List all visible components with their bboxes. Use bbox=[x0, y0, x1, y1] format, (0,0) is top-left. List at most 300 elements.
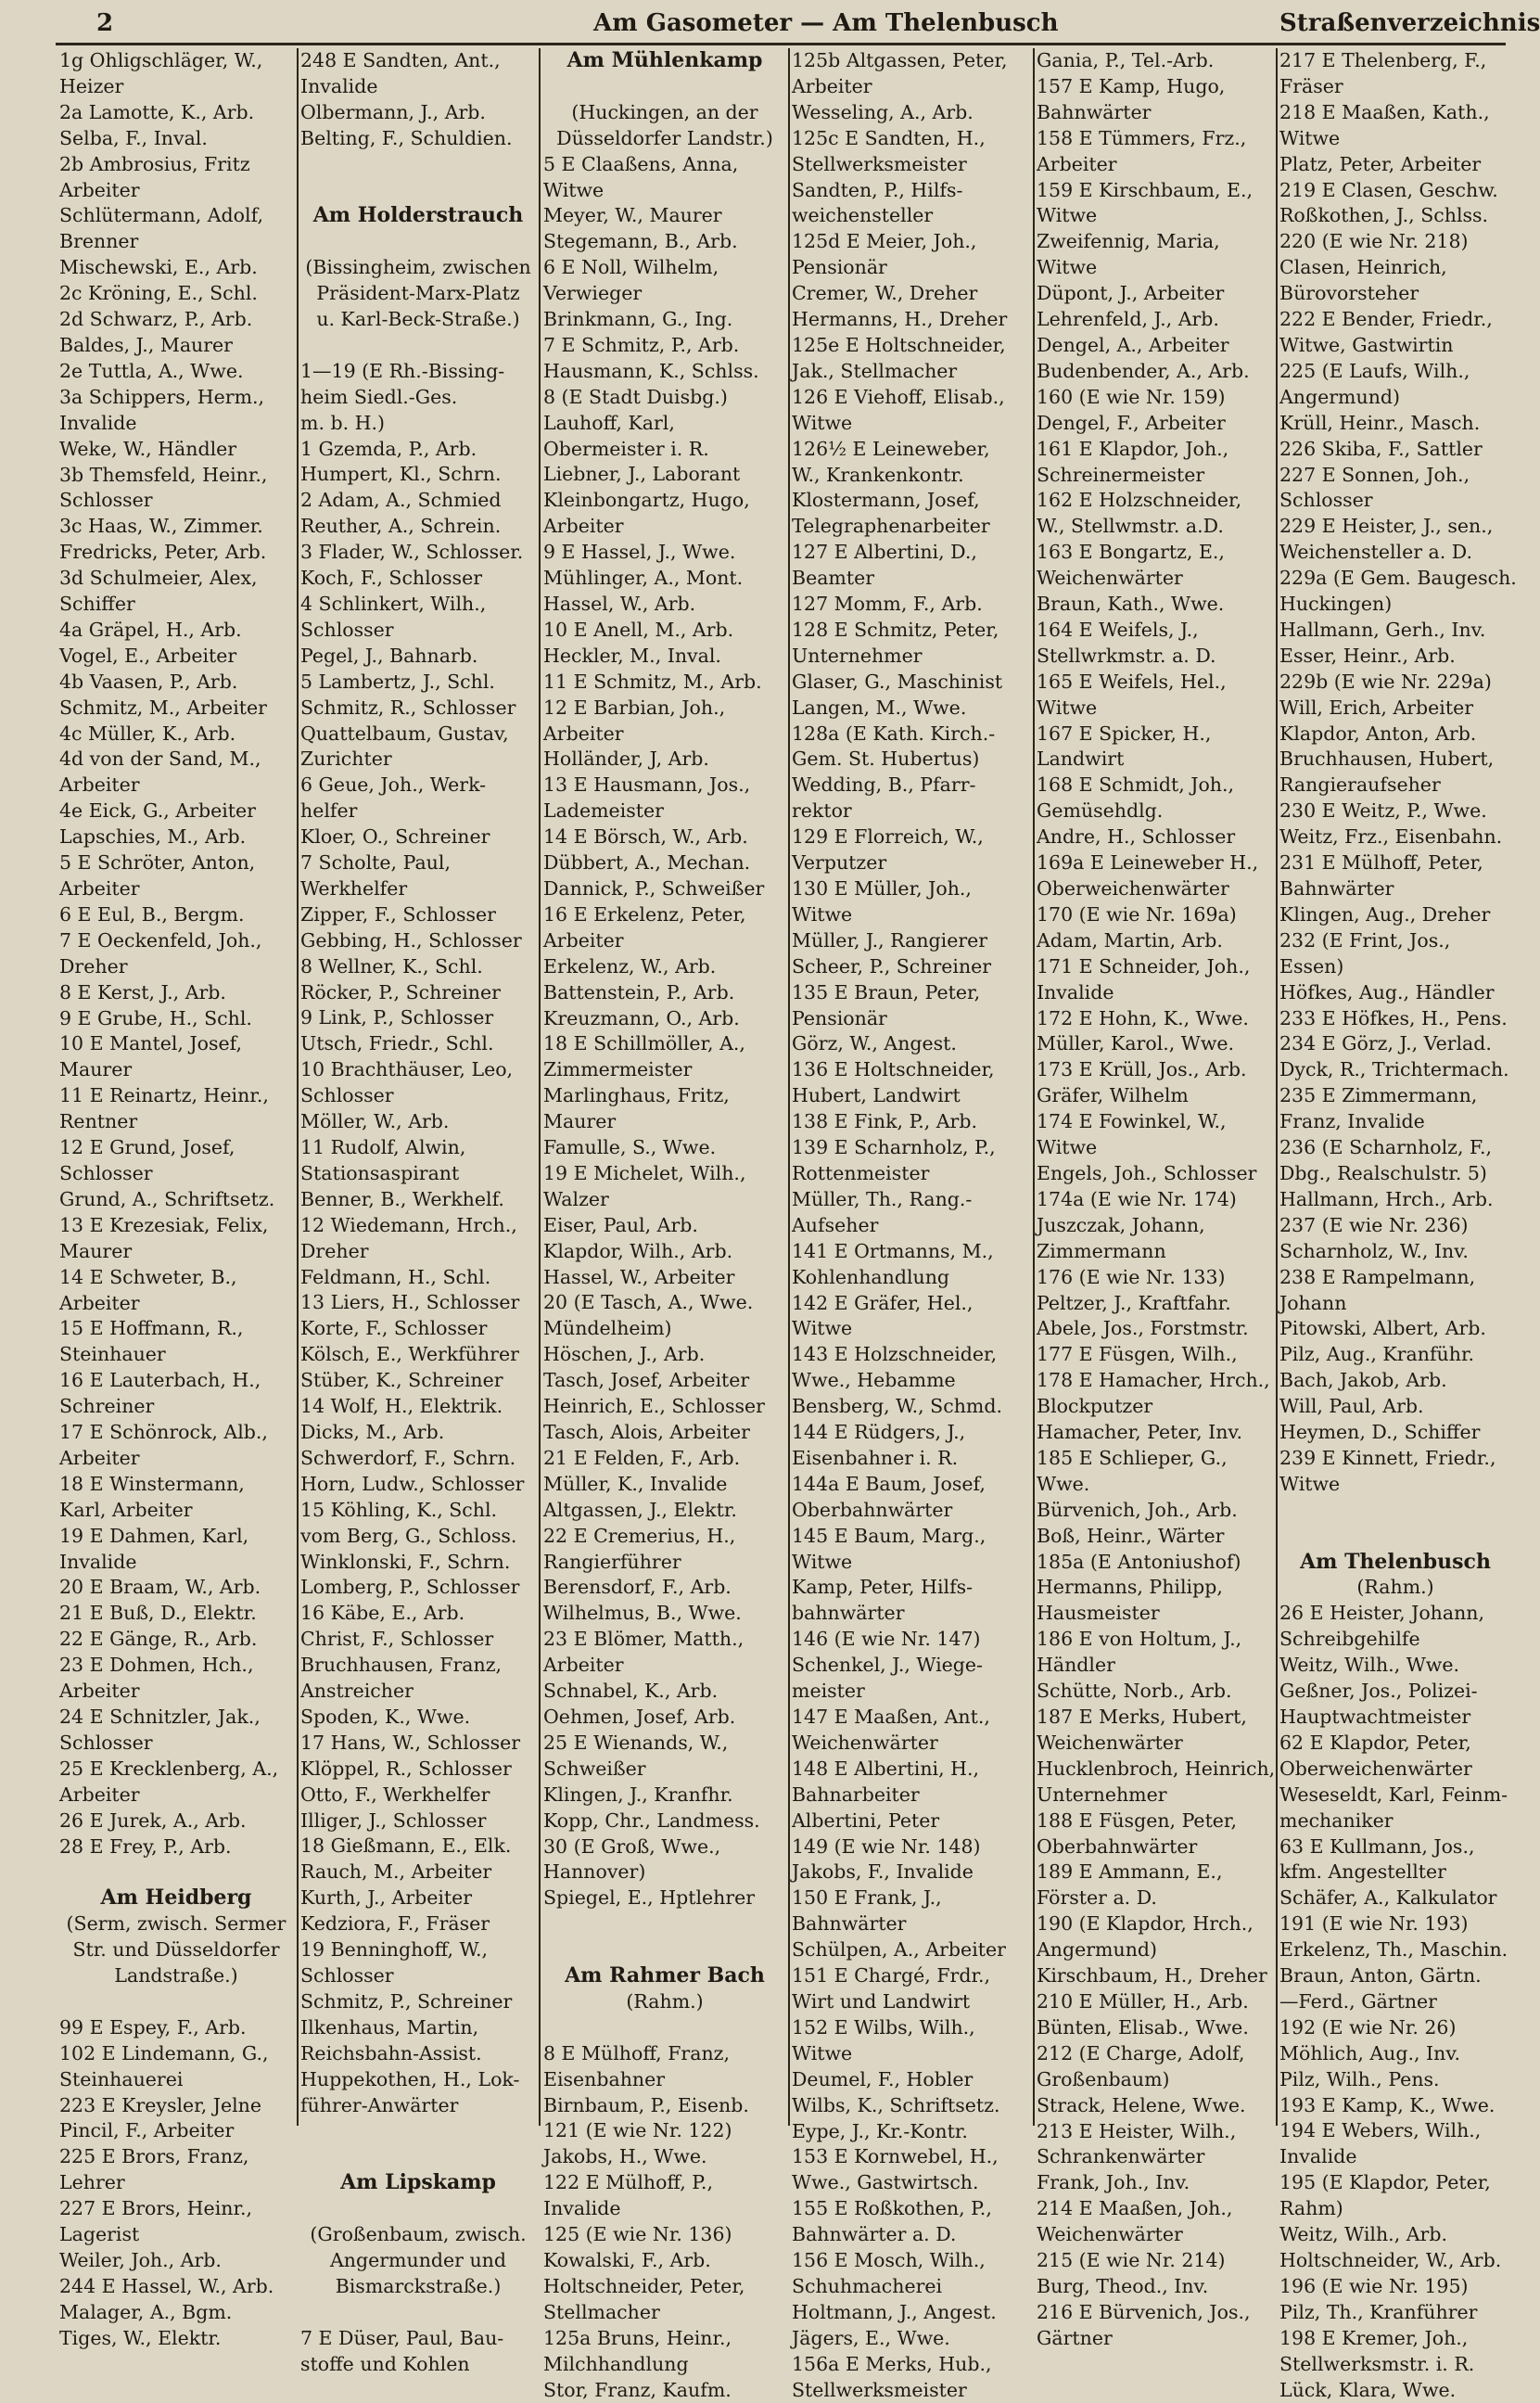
directory-entry: 28 E Frey, P., Arb. bbox=[59, 1834, 293, 1860]
directory-entry: Spiegel, E., Hptlehrer bbox=[543, 1885, 786, 1911]
directory-entry: Hauptwachtmeister bbox=[1279, 1705, 1511, 1731]
directory-entry: Malager, A., Bgm. bbox=[59, 2300, 293, 2326]
directory-entry: Bruchhausen, Franz, bbox=[300, 1653, 536, 1679]
directory-entry: Dicks, M., Arb. bbox=[300, 1420, 536, 1446]
directory-entry: Weiler, Joh., Arb. bbox=[59, 2248, 293, 2274]
directory-entry: Kloer, O., Schreiner bbox=[300, 824, 536, 850]
directory-entry: Pilz, Wilh., Pens. bbox=[1279, 2067, 1511, 2093]
directory-entry: 18 E Schillmöller, A., bbox=[543, 1031, 786, 1057]
street-location: (Huckingen, an der bbox=[543, 100, 786, 126]
directory-entry: Liebner, J., Laborant bbox=[543, 462, 786, 488]
directory-entry: Steinhauerei bbox=[59, 2067, 293, 2093]
directory-entry: 235 E Zimmermann, bbox=[1279, 1083, 1511, 1109]
directory-entry: 195 (E Klapdor, Peter, bbox=[1279, 2170, 1511, 2196]
directory-entry: 227 E Brors, Heinr., bbox=[59, 2196, 293, 2222]
directory-entry: 174 E Fowinkel, W., bbox=[1037, 1109, 1274, 1135]
directory-entry: 14 Wolf, H., Elektrik. bbox=[300, 1394, 536, 1420]
directory-entry: 188 E Füsgen, Peter, bbox=[1037, 1809, 1274, 1834]
directory-entry: 4 Schlinkert, Wilh., bbox=[300, 592, 536, 618]
directory-entry: 142 E Gräfer, Hel., bbox=[792, 1291, 1033, 1317]
directory-entry: 144a E Baum, Josef, bbox=[792, 1472, 1033, 1498]
directory-entry: Braun, Kath., Wwe. bbox=[1037, 592, 1274, 618]
directory-entry: 227 E Sonnen, Joh., bbox=[1279, 463, 1511, 489]
directory-entry: Tiges, W., Elektr. bbox=[59, 2326, 293, 2352]
directory-entry: 125c E Sandten, H., bbox=[792, 126, 1033, 152]
directory-entry: Stellwerksmeister bbox=[792, 152, 1033, 178]
directory-entry: 8 E Kerst, J., Arb. bbox=[59, 980, 293, 1006]
directory-entry: Budenbender, A., Arb. bbox=[1037, 359, 1274, 385]
directory-entry: 210 E Müller, H., Arb. bbox=[1037, 1989, 1274, 2015]
directory-entry: 146 (E wie Nr. 147) bbox=[792, 1627, 1033, 1653]
directory-entry: Reichsbahn-Assist. bbox=[300, 2041, 536, 2067]
directory-entry: 192 (E wie Nr. 26) bbox=[1279, 2015, 1511, 2041]
directory-entry: 187 E Merks, Hubert, bbox=[1037, 1705, 1274, 1731]
directory-entry: 217 E Thelenberg, F., bbox=[1279, 48, 1511, 74]
spacer bbox=[59, 1989, 293, 2015]
street-location: Str. und Düsseldorfer bbox=[59, 1937, 293, 1963]
directory-entry: 167 E Spicker, H., bbox=[1037, 722, 1274, 748]
directory-entry: 156 E Mosch, Wilh., bbox=[792, 2248, 1033, 2274]
directory-entry: Aufseher bbox=[792, 1213, 1033, 1239]
directory-entry: Peltzer, J., Kraftfahr. bbox=[1037, 1291, 1274, 1317]
directory-entry: Witwe bbox=[1037, 696, 1274, 722]
directory-entry: Arbeiter bbox=[59, 1446, 293, 1472]
street-location: (Bissingheim, zwischen bbox=[300, 255, 536, 281]
directory-entry: 229a (E Gem. Baugesch. bbox=[1279, 566, 1511, 592]
directory-entry: Jakobs, F., Invalide bbox=[792, 1860, 1033, 1885]
directory-entry: 229 E Heister, J., sen., bbox=[1279, 514, 1511, 540]
directory-entry: Pilz, Th., Kranführer bbox=[1279, 2300, 1511, 2326]
directory-entry: Will, Erich, Arbeiter bbox=[1279, 696, 1511, 722]
directory-entry: Pensionär bbox=[792, 1006, 1033, 1032]
directory-entry: 152 E Wilbs, Wilh., bbox=[792, 2015, 1033, 2041]
directory-entry: 231 E Mülhoff, Peter, bbox=[1279, 850, 1511, 876]
directory-entry: Adam, Martin, Arb. bbox=[1037, 928, 1274, 954]
directory-entry: Schmitz, R., Schlosser bbox=[300, 696, 536, 722]
directory-entry: Steinhauer bbox=[59, 1342, 293, 1368]
directory-entry: 218 E Maaßen, Kath., bbox=[1279, 100, 1511, 126]
directory-entry: Schuhmacherei bbox=[792, 2274, 1033, 2300]
directory-entry: Fräser bbox=[1279, 74, 1511, 100]
directory-entry: Hermanns, Philipp, bbox=[1037, 1575, 1274, 1601]
directory-entry: Hassel, W., Arb. bbox=[543, 592, 786, 618]
directory-entry: 3b Themsfeld, Heinr., bbox=[59, 463, 293, 489]
directory-entry: Brinkmann, G., Ing. bbox=[543, 307, 786, 333]
directory-entry: Winklonski, F., Schrn. bbox=[300, 1550, 536, 1576]
directory-entry: Kowalski, F., Arb. bbox=[543, 2248, 786, 2274]
directory-entry: 22 E Cremerius, H., bbox=[543, 1524, 786, 1550]
spacer bbox=[543, 1911, 786, 1937]
directory-entry: Birnbaum, P., Eisenb. bbox=[543, 2093, 786, 2119]
directory-entry: 163 E Bongartz, E., bbox=[1037, 540, 1274, 566]
directory-entry: Essen) bbox=[1279, 954, 1511, 980]
column-3 bbox=[543, 48, 786, 2126]
directory-entry: Brenner bbox=[59, 229, 293, 255]
directory-entry: Johann bbox=[1279, 1291, 1511, 1317]
directory-entry: Arbeiter bbox=[59, 1291, 293, 1317]
directory-entry: 9 Link, P., Schlosser bbox=[300, 1005, 536, 1031]
directory-entry: Scharnholz, W., Inv. bbox=[1279, 1239, 1511, 1265]
directory-entry: Milchhandlung bbox=[543, 2352, 786, 2378]
directory-entry: Bahnwärter bbox=[792, 1911, 1033, 1937]
directory-entry: 230 E Weitz, P., Wwe. bbox=[1279, 799, 1511, 824]
directory-entry: 173 E Krüll, Jos., Arb. bbox=[1037, 1057, 1274, 1083]
directory-entry: Klingen, Aug., Dreher bbox=[1279, 902, 1511, 928]
street-location: u. Karl-Beck-Straße.) bbox=[300, 307, 536, 333]
directory-entry: 223 E Kreysler, Jelne bbox=[59, 2093, 293, 2119]
street-location: Bismarckstraße.) bbox=[300, 2274, 536, 2300]
directory-entry: 161 E Klapdor, Joh., bbox=[1037, 437, 1274, 463]
directory-entry: Walzer bbox=[543, 1187, 786, 1213]
directory-entry: Dannick, P., Schweißer bbox=[543, 876, 786, 902]
directory-entry: 16 E Lauterbach, H., bbox=[59, 1368, 293, 1394]
directory-entry: 229b (E wie Nr. 229a) bbox=[1279, 670, 1511, 696]
directory-entry: Erkelenz, Th., Maschin. bbox=[1279, 1937, 1511, 1963]
directory-entry: 13 E Hausmann, Jos., bbox=[543, 773, 786, 799]
spacer bbox=[1279, 1498, 1511, 1524]
directory-entry: Cremer, W., Dreher bbox=[792, 281, 1033, 307]
spacer bbox=[59, 1860, 293, 1885]
directory-entry: Schreinermeister bbox=[1037, 463, 1274, 489]
directory-entry: Clasen, Heinrich, bbox=[1279, 255, 1511, 281]
directory-entry: 23 E Dohmen, Hch., bbox=[59, 1653, 293, 1679]
directory-entry: 185a (E Antoniushof) bbox=[1037, 1550, 1274, 1576]
directory-entry: Anstreicher bbox=[300, 1679, 536, 1705]
directory-entry: 11 E Schmitz, M., Arb. bbox=[543, 670, 786, 696]
directory-entry: Großenbaum) bbox=[1037, 2067, 1274, 2093]
directory-entry: Maurer bbox=[59, 1239, 293, 1265]
directory-entry: 196 (E wie Nr. 195) bbox=[1279, 2274, 1511, 2300]
directory-entry: 160 (E wie Nr. 159) bbox=[1037, 385, 1274, 411]
directory-entry: Arbeiter bbox=[792, 74, 1033, 100]
directory-entry: 26 E Heister, Johann, bbox=[1279, 1601, 1511, 1627]
directory-entry: Heizer bbox=[59, 74, 293, 100]
directory-entry: Unternehmer bbox=[792, 644, 1033, 670]
directory-entry: Lagerist bbox=[59, 2222, 293, 2248]
directory-entry: Scheer, P., Schreiner bbox=[792, 954, 1033, 980]
directory-entry: 145 E Baum, Marg., bbox=[792, 1524, 1033, 1550]
directory-entry: Wilhelmus, B., Wwe. bbox=[543, 1601, 786, 1627]
directory-entry: 139 E Scharnholz, P., bbox=[792, 1135, 1033, 1161]
directory-entry: m. b. H.) bbox=[300, 411, 536, 437]
street-location: Landstraße.) bbox=[59, 1963, 293, 1989]
directory-entry: 127 Momm, F., Arb. bbox=[792, 592, 1033, 618]
directory-entry: Jak., Stellmacher bbox=[792, 359, 1033, 385]
directory-entry: Kurth, J., Arbeiter bbox=[300, 1885, 536, 1911]
directory-entry: Telegraphenarbeiter bbox=[792, 514, 1033, 540]
directory-entry: Invalide bbox=[543, 2196, 786, 2222]
directory-entry: 21 E Felden, F., Arb. bbox=[543, 1446, 786, 1472]
directory-entry: 168 E Schmidt, Joh., bbox=[1037, 773, 1274, 799]
directory-entry: Schenkel, J., Wiege- bbox=[792, 1653, 1033, 1679]
directory-entry: Lapschies, M., Arb. bbox=[59, 824, 293, 850]
directory-entry: Will, Paul, Arb. bbox=[1279, 1394, 1511, 1420]
directory-entry: 126½ E Leineweber, bbox=[792, 437, 1033, 463]
column-2 bbox=[300, 48, 536, 2126]
directory-entry: Otto, F., Werkhelfer bbox=[300, 1783, 536, 1809]
spacer bbox=[300, 152, 536, 178]
directory-entry: Hausmeister bbox=[1037, 1601, 1274, 1627]
directory-entry: 15 Köhling, K., Schl. bbox=[300, 1498, 536, 1524]
directory-entry: 226 Skiba, F., Sattler bbox=[1279, 437, 1511, 463]
directory-entry: Battenstein, P., Arb. bbox=[543, 980, 786, 1006]
directory-entry: 4a Gräpel, H., Arb. bbox=[59, 618, 293, 644]
directory-entry: Schrankenwärter bbox=[1037, 2144, 1274, 2170]
directory-entry: Gärtner bbox=[1037, 2326, 1274, 2352]
directory-entry: 237 (E wie Nr. 236) bbox=[1279, 1213, 1511, 1239]
directory-entry: 17 E Schönrock, Alb., bbox=[59, 1420, 293, 1446]
directory-entry: 22 E Gänge, R., Arb. bbox=[59, 1627, 293, 1653]
directory-entry: Ilkenhaus, Martin, bbox=[300, 2015, 536, 2041]
directory-entry: 6 E Noll, Wilhelm, bbox=[543, 255, 786, 281]
directory-entry: Benner, B., Werkhelf. bbox=[300, 1187, 536, 1213]
directory-entry: Stellwerksmstr. i. R. bbox=[1279, 2352, 1511, 2378]
directory-entry: Röcker, P., Schreiner bbox=[300, 980, 536, 1006]
directory-entry: 12 Wiedemann, Hrch., bbox=[300, 1213, 536, 1239]
directory-entry: 157 E Kamp, Hugo, bbox=[1037, 74, 1274, 100]
directory-entry: Wilbs, K., Schriftsetz. bbox=[792, 2093, 1033, 2119]
directory-entry: Rottenmeister bbox=[792, 1161, 1033, 1187]
directory-entry: 222 E Bender, Friedr., bbox=[1279, 307, 1511, 333]
directory-entry: 6 Geue, Joh., Werk- bbox=[300, 773, 536, 799]
directory-entry: Stellwrkmstr. a. D. bbox=[1037, 644, 1274, 670]
directory-entry: Korte, F., Schlosser bbox=[300, 1316, 536, 1342]
street-heading: Am Holderstrauch bbox=[300, 203, 536, 229]
directory-entry: Rentner bbox=[59, 1109, 293, 1135]
directory-entry: Mühlinger, A., Mont. bbox=[543, 566, 786, 592]
directory-entry: Oberweichenwärter bbox=[1279, 1757, 1511, 1783]
directory-entry: Schwerdorf, F., Schrn. bbox=[300, 1446, 536, 1472]
directory-entry: 125d E Meier, Joh., bbox=[792, 229, 1033, 255]
directory-entry: Hucklenbroch, Heinrich, bbox=[1037, 1757, 1274, 1783]
directory-entry: Jakobs, H., Wwe. bbox=[543, 2144, 786, 2170]
directory-entry: Burg, Theod., Inv. bbox=[1037, 2274, 1274, 2300]
directory-entry: 185 E Schlieper, G., bbox=[1037, 1446, 1274, 1472]
directory-entry: 169a E Leineweber H., bbox=[1037, 850, 1274, 876]
directory-entry: Witwe, Gastwirtin bbox=[1279, 333, 1511, 359]
directory-entry: Hannover) bbox=[543, 1860, 786, 1885]
directory-entry: Holtschneider, Peter, bbox=[543, 2274, 786, 2300]
directory-entry: Zimmermeister bbox=[543, 1057, 786, 1083]
directory-entry: Bahnarbeiter bbox=[792, 1783, 1033, 1809]
directory-entry: Lauhoff, Karl, bbox=[543, 411, 786, 437]
directory-entry: Schlosser bbox=[59, 488, 293, 514]
directory-entry: Wwe., Hebamme bbox=[792, 1368, 1033, 1394]
directory-entry: Weichensteller a. D. bbox=[1279, 540, 1511, 566]
directory-entry: Witwe bbox=[792, 2041, 1033, 2067]
directory-entry: 162 E Holzschneider, bbox=[1037, 488, 1274, 514]
directory-entry: 2d Schwarz, P., Arb. bbox=[59, 307, 293, 333]
directory-entry: Stellmacher bbox=[543, 2300, 786, 2326]
directory-entry: Weseseldt, Karl, Feinm- bbox=[1279, 1783, 1511, 1809]
directory-entry: Albertini, Peter bbox=[792, 1809, 1033, 1834]
directory-entry: Hamacher, Peter, Inv. bbox=[1037, 1420, 1274, 1446]
directory-entry: Zweifennig, Maria, bbox=[1037, 229, 1274, 255]
directory-entry: Gemüsehdlg. bbox=[1037, 799, 1274, 824]
directory-entry: Witwe bbox=[1037, 203, 1274, 229]
directory-entry: 7 Scholte, Paul, bbox=[300, 850, 536, 876]
directory-entry: 8 E Mülhoff, Franz, bbox=[543, 2041, 786, 2067]
directory-entry: 19 E Michelet, Wilh., bbox=[543, 1161, 786, 1187]
section-title: Straßenverzeichnis bbox=[1279, 9, 1540, 46]
directory-entry: 3d Schulmeier, Alex, bbox=[59, 566, 293, 592]
directory-entry: Weichenwärter bbox=[1037, 1731, 1274, 1757]
directory-entry: 129 E Florreich, W., bbox=[792, 824, 1033, 850]
directory-entry: Bürvenich, Joh., Arb. bbox=[1037, 1498, 1274, 1524]
directory-entry: Wesseling, A., Arb. bbox=[792, 100, 1033, 126]
directory-entry: Engels, Joh., Schlosser bbox=[1037, 1161, 1274, 1187]
directory-entry: Oberbahnwärter bbox=[792, 1498, 1033, 1524]
directory-entry: 5 E Schröter, Anton, bbox=[59, 850, 293, 876]
directory-entry: Arbeiter bbox=[543, 1653, 786, 1679]
directory-entry: Eiser, Paul, Arb. bbox=[543, 1213, 786, 1239]
directory-entry: 30 (E Groß, Wwe., bbox=[543, 1834, 786, 1860]
directory-entry: Tasch, Josef, Arbeiter bbox=[543, 1368, 786, 1394]
directory-entry: Stellwerksmeister bbox=[792, 2378, 1033, 2403]
street-heading: Am Thelenbusch bbox=[1279, 1550, 1511, 1576]
street-heading: Am Mühlenkamp bbox=[543, 48, 786, 74]
directory-entry: 156a E Merks, Hub., bbox=[792, 2352, 1033, 2378]
directory-entry: 12 E Grund, Josef, bbox=[59, 1135, 293, 1161]
directory-entry: Witwe bbox=[792, 1550, 1033, 1576]
directory-entry: meister bbox=[792, 1679, 1033, 1705]
street-heading: Am Lipskamp bbox=[300, 2170, 536, 2196]
directory-entry: Bahnwärter a. D. bbox=[792, 2222, 1033, 2248]
directory-entry: 138 E Fink, P., Arb. bbox=[792, 1109, 1033, 1135]
directory-entry: 130 E Müller, Joh., bbox=[792, 876, 1033, 902]
directory-entry: Klingen, J., Kranfhr. bbox=[543, 1783, 786, 1809]
directory-entry: 189 E Ammann, E., bbox=[1037, 1860, 1274, 1885]
directory-entry: Höschen, J., Arb. bbox=[543, 1342, 786, 1368]
directory-entry: Dbg., Realschulstr. 5) bbox=[1279, 1161, 1511, 1187]
directory-entry: Holtmann, J., Angest. bbox=[792, 2300, 1033, 2326]
directory-entry: 126 E Viehoff, Elisab., bbox=[792, 385, 1033, 411]
directory-entry: Weichenwärter bbox=[1037, 566, 1274, 592]
directory-entry: Schmitz, P., Schreiner bbox=[300, 1989, 536, 2015]
directory-entry: weichensteller bbox=[792, 203, 1033, 229]
directory-entry: Pincil, F., Arbeiter bbox=[59, 2118, 293, 2144]
directory-entry: bahnwärter bbox=[792, 1601, 1033, 1627]
directory-entry: 8 (E Stadt Duisbg.) bbox=[543, 385, 786, 411]
directory-entry: Kirschbaum, H., Dreher bbox=[1037, 1963, 1274, 1989]
directory-entry: Wirt und Landwirt bbox=[792, 1989, 1033, 2015]
directory-entry: Schlosser bbox=[59, 1731, 293, 1757]
directory-entry: Heymen, D., Schiffer bbox=[1279, 1420, 1511, 1446]
directory-entry: 25 E Wienands, W., bbox=[543, 1731, 786, 1757]
directory-entry: Invalide bbox=[59, 1550, 293, 1576]
directory-entry: 215 (E wie Nr. 214) bbox=[1037, 2248, 1274, 2274]
directory-entry: Oberbahnwärter bbox=[1037, 1834, 1274, 1860]
directory-entry: Mischewski, E., Arb. bbox=[59, 255, 293, 281]
directory-entry: 8 Wellner, K., Schl. bbox=[300, 954, 536, 980]
directory-entry: 3a Schippers, Herm., bbox=[59, 385, 293, 411]
directory-entry: Arbeiter bbox=[59, 773, 293, 799]
spacer bbox=[300, 2144, 536, 2170]
directory-entry: Holtschneider, W., Arb. bbox=[1279, 2248, 1511, 2274]
directory-entry: Düpont, J., Arbeiter bbox=[1037, 281, 1274, 307]
directory-entry: Weichenwärter bbox=[792, 1731, 1033, 1757]
directory-entry: Arbeiter bbox=[59, 178, 293, 204]
directory-entry: Bahnwärter bbox=[1037, 100, 1274, 126]
directory-entry: 4b Vaasen, P., Arb. bbox=[59, 670, 293, 696]
directory-entry: Gräfer, Wilhelm bbox=[1037, 1083, 1274, 1109]
directory-entry: Dengel, A., Arbeiter bbox=[1037, 333, 1274, 359]
directory-entry: Schäfer, A., Kalkulator bbox=[1279, 1885, 1511, 1911]
directory-entry: Geßner, Jos., Polizei- bbox=[1279, 1679, 1511, 1705]
directory-entry: Esser, Heinr., Arb. bbox=[1279, 644, 1511, 670]
directory-entry: Müller, Th., Rang.- bbox=[792, 1187, 1033, 1213]
directory-entry: 125b Altgassen, Peter, bbox=[792, 48, 1033, 74]
directory-entry: Altgassen, J., Elektr. bbox=[543, 1498, 786, 1524]
column-4 bbox=[792, 48, 1033, 2126]
directory-entry: 198 E Kremer, Joh., bbox=[1279, 2326, 1511, 2352]
directory-entry: 178 E Hamacher, Hrch., bbox=[1037, 1368, 1274, 1394]
directory-entry: Quattelbaum, Gustav, bbox=[300, 722, 536, 748]
directory-entry: Krüll, Heinr., Masch. bbox=[1279, 411, 1511, 437]
directory-entry: Zurichter bbox=[300, 747, 536, 773]
directory-entry: —Ferd., Gärtner bbox=[1279, 1989, 1511, 2015]
directory-entry: 4c Müller, K., Arb. bbox=[59, 722, 293, 748]
directory-entry: Angermund) bbox=[1037, 1937, 1274, 1963]
directory-entry: Möhlich, Aug., Inv. bbox=[1279, 2041, 1511, 2067]
directory-entry: Verwieger bbox=[543, 281, 786, 307]
directory-entry: Landwirt bbox=[1037, 747, 1274, 773]
directory-entry: Reuther, A., Schrein. bbox=[300, 514, 536, 540]
directory-entry: 153 E Kornwebel, H., bbox=[792, 2144, 1033, 2170]
directory-entry: Platz, Peter, Arbeiter bbox=[1279, 152, 1511, 178]
directory-entry: 214 E Maaßen, Joh., bbox=[1037, 2196, 1274, 2222]
directory-entry: Bach, Jakob, Arb. bbox=[1279, 1368, 1511, 1394]
directory-entry: Pegel, J., Bahnarb. bbox=[300, 644, 536, 670]
directory-entry: 128a (E Kath. Kirch.- bbox=[792, 722, 1033, 748]
directory-entry: Arbeiter bbox=[59, 1783, 293, 1809]
directory-entry: 1 Gzemda, P., Arb. bbox=[300, 437, 536, 463]
directory-entry: 216 E Bürvenich, Jos., bbox=[1037, 2300, 1274, 2326]
directory-entry: Bünten, Elisab., Wwe. bbox=[1037, 2015, 1274, 2041]
directory-entry: Bruchhausen, Hubert, bbox=[1279, 747, 1511, 773]
directory-entry: 239 E Kinnett, Friedr., bbox=[1279, 1446, 1511, 1472]
directory-entry: 232 (E Frint, Jos., bbox=[1279, 928, 1511, 954]
street-location: Düsseldorfer Landstr.) bbox=[543, 126, 786, 152]
directory-entry: 11 Rudolf, Alwin, bbox=[300, 1135, 536, 1161]
directory-entry: Deumel, F., Hobler bbox=[792, 2067, 1033, 2093]
directory-entry: Olbermann, J., Arb. bbox=[300, 100, 536, 126]
directory-entry: W., Stellwmstr. a.D. bbox=[1037, 514, 1274, 540]
directory-entry: 233 E Höfkes, H., Pens. bbox=[1279, 1006, 1511, 1032]
directory-entry: 2e Tuttla, A., Wwe. bbox=[59, 359, 293, 385]
directory-entry: 23 E Blömer, Matth., bbox=[543, 1627, 786, 1653]
directory-entry: Heinrich, E., Schlosser bbox=[543, 1394, 786, 1420]
directory-entry: Lehrer bbox=[59, 2170, 293, 2196]
directory-entry: 158 E Tümmers, Frz., bbox=[1037, 126, 1274, 152]
street-heading: Am Heidberg bbox=[59, 1885, 293, 1911]
directory-entry: Beamter bbox=[792, 566, 1033, 592]
spacer bbox=[300, 333, 536, 359]
directory-entry: Lomberg, P., Schlosser bbox=[300, 1575, 536, 1601]
directory-entry: Boß, Heinr., Wärter bbox=[1037, 1524, 1274, 1550]
directory-entry: 19 E Dahmen, Karl, bbox=[59, 1524, 293, 1550]
directory-entry: Lück, Klara, Wwe. bbox=[1279, 2378, 1511, 2403]
directory-entry: 148 E Albertini, H., bbox=[792, 1757, 1033, 1783]
directory-entry: 18 E Winstermann, bbox=[59, 1472, 293, 1498]
directory-entry: Feldmann, H., Schl. bbox=[300, 1265, 536, 1291]
directory-entry: Schülpen, A., Arbeiter bbox=[792, 1937, 1033, 1963]
directory-entry: Schlosser bbox=[59, 1161, 293, 1187]
directory-entry: 3 Flader, W., Schlosser. bbox=[300, 540, 536, 566]
column-divider bbox=[539, 48, 541, 2126]
directory-entry: 1—19 (E Rh.-Bissing- bbox=[300, 359, 536, 385]
spacer bbox=[543, 2015, 786, 2041]
